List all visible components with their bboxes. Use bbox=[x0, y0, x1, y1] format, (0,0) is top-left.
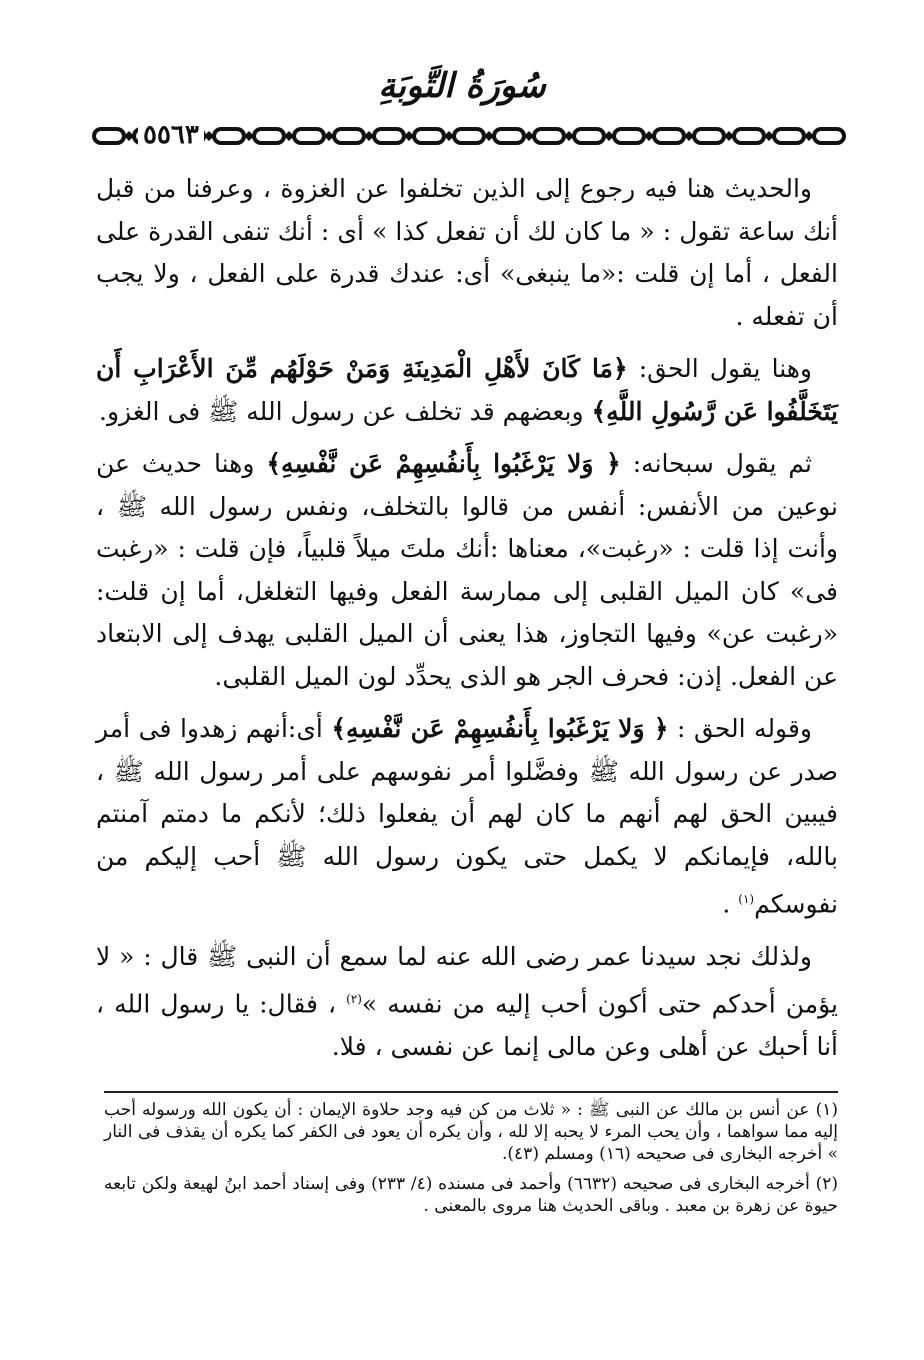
text-segment: ولذلك نجد سيدنا عمر رضى الله عنه لما سمع أن النبى ﷺ قال : « لا يؤمن أحدكم حتى أكون أحب إليه من نفسه » bbox=[96, 941, 838, 1019]
chain-link bbox=[814, 129, 844, 143]
surah-title: سُورَةُ التَّوبَةِ bbox=[378, 66, 546, 106]
text-segment: والحديث هنا فيه رجوع إلى الذين تخلفوا عن الغزوة ، وعرفنا من قبل أنك ساعة تقول : « ما كان لك أن تفعل كذا » أى : أنك تنفى القدرة على الفعل ، أما إن قلت :«ما ينبغى» أى: عندك قدرة على الفعل ، ولا يجب أن تفعله . bbox=[96, 174, 838, 331]
text-segment: وهنا حديث عن نوعين من الأنفس: أنفس من قالوا بالتخلف، ونفس رسول الله ﷺ ، وأنت إذا قلت : «رغبت»، معناها :أنك ملتَ ميلاً قلبياً، فإن قلت : «رغبت فى» كان الميل القلبى إلى ممارسة الفعل وفيها التغلغل، أما إن قلت: «رغبت عن» وفيها التجاوز، هذا يعنى أن الميل القلبى يهدف إلى الابتعاد عن الفعل. إذن: فحرف الجر هو الذى يحدِّد لون الميل القلبى. bbox=[96, 449, 838, 691]
chain-link bbox=[374, 129, 404, 143]
text-segment: ، فقال: يا رسول الله ، أنا أحبك عن أهلى وعن مالى إنما عن نفسى ، فلا. bbox=[96, 989, 838, 1062]
paragraph bbox=[96, 708, 838, 926]
paragraph bbox=[96, 936, 838, 1069]
chain-link bbox=[654, 129, 684, 143]
chain-link bbox=[534, 129, 564, 143]
text-segment: أى:أنهم زهدوا فى أمر صدر عن رسول الله ﷺ وفضَّلوا أمر نفوسهم على أمر رسول الله ﷺ ، فيبين الحق لهم أنهم ما كان لهم أن يفعلوا ذلك؛ لأنكم ما دمتم آمنتم بالله، فإيمانكم لا يكمل حتى يكون رسول الله ﷺ أحب إليكم من نفوسكم bbox=[96, 714, 838, 919]
paragraph bbox=[96, 443, 838, 698]
chain-link bbox=[574, 129, 604, 143]
chain-link bbox=[774, 129, 804, 143]
chain-link bbox=[454, 129, 484, 143]
quran-verse: ﴿مَا كَانَ لأَهْلِ الْمَدِينَةِ وَمَنْ حَوْلَهُم مِّنَ الأَعْرَابِ أَن يَتَخَلَّفُوا عَن رَّسُولِ اللَّهِ﴾ bbox=[96, 354, 838, 426]
page-number: ٥٥٦٣ bbox=[138, 121, 204, 149]
footnote-separator bbox=[104, 1091, 838, 1093]
text-segment: . bbox=[722, 889, 739, 919]
text-segment: وقوله الحق : bbox=[668, 714, 812, 743]
ornamental-divider bbox=[92, 122, 862, 150]
chain-link bbox=[254, 129, 284, 143]
chain-link bbox=[94, 129, 124, 143]
paragraph bbox=[96, 168, 838, 338]
chain-link bbox=[494, 129, 524, 143]
text-segment: وبعضهم قد تخلف عن رسول الله ﷺ فى الغزو. bbox=[99, 396, 592, 426]
chain-link bbox=[294, 129, 324, 143]
footnote-marker: (١) bbox=[738, 892, 755, 906]
chain-link bbox=[414, 129, 444, 143]
chain-link bbox=[334, 129, 364, 143]
footnotes bbox=[104, 1099, 838, 1225]
footnote: (١) عن أنس بن مالك عن النبى ﷺ : « ثلاث من كن فيه وجد حلاوة الإيمان : أن يكون الله ورسوله أحب إليه مما سواهما ، وأن يحب المرء لا يحبه إلا لله ، وأن يكره أن يعود فى الكفر كما يكره أن يقذف فى النار » أخرجه البخارى فى صحيحه (١٦) ومسلم (٤٣). bbox=[104, 1100, 838, 1164]
text-segment: ثم يقول سبحانه: bbox=[620, 449, 813, 478]
chain-link bbox=[734, 129, 764, 143]
footnote-marker: (٢) bbox=[346, 992, 362, 1007]
paragraph bbox=[96, 348, 838, 433]
chain-link bbox=[214, 129, 244, 143]
footnote: (٢) أخرجه البخارى فى صحيحه (٦٦٣٢) وأحمد فى مسنده (٤/ ٢٣٣) وفى إسناد أحمد ابنُ لهيعة ولكن تابعه حيوة عن زهرة بن معبد . وباقى الحديث هنا مروى بالمعنى . bbox=[104, 1174, 838, 1216]
text-segment: وهنا يقول الحق: bbox=[627, 354, 812, 383]
main-text bbox=[96, 168, 838, 1079]
chain-link bbox=[614, 129, 644, 143]
quran-verse: ﴿ وَلا يَرْغَبُوا بِأَنفُسِهِمْ عَن نَّفْسِهِ﴾ bbox=[266, 449, 621, 478]
quran-verse: ﴿ وَلا يَرْغَبُوا بِأَنفُسِهِمْ عَن نَّفْسِهِ﴾ bbox=[331, 714, 669, 743]
chain-link bbox=[694, 129, 724, 143]
